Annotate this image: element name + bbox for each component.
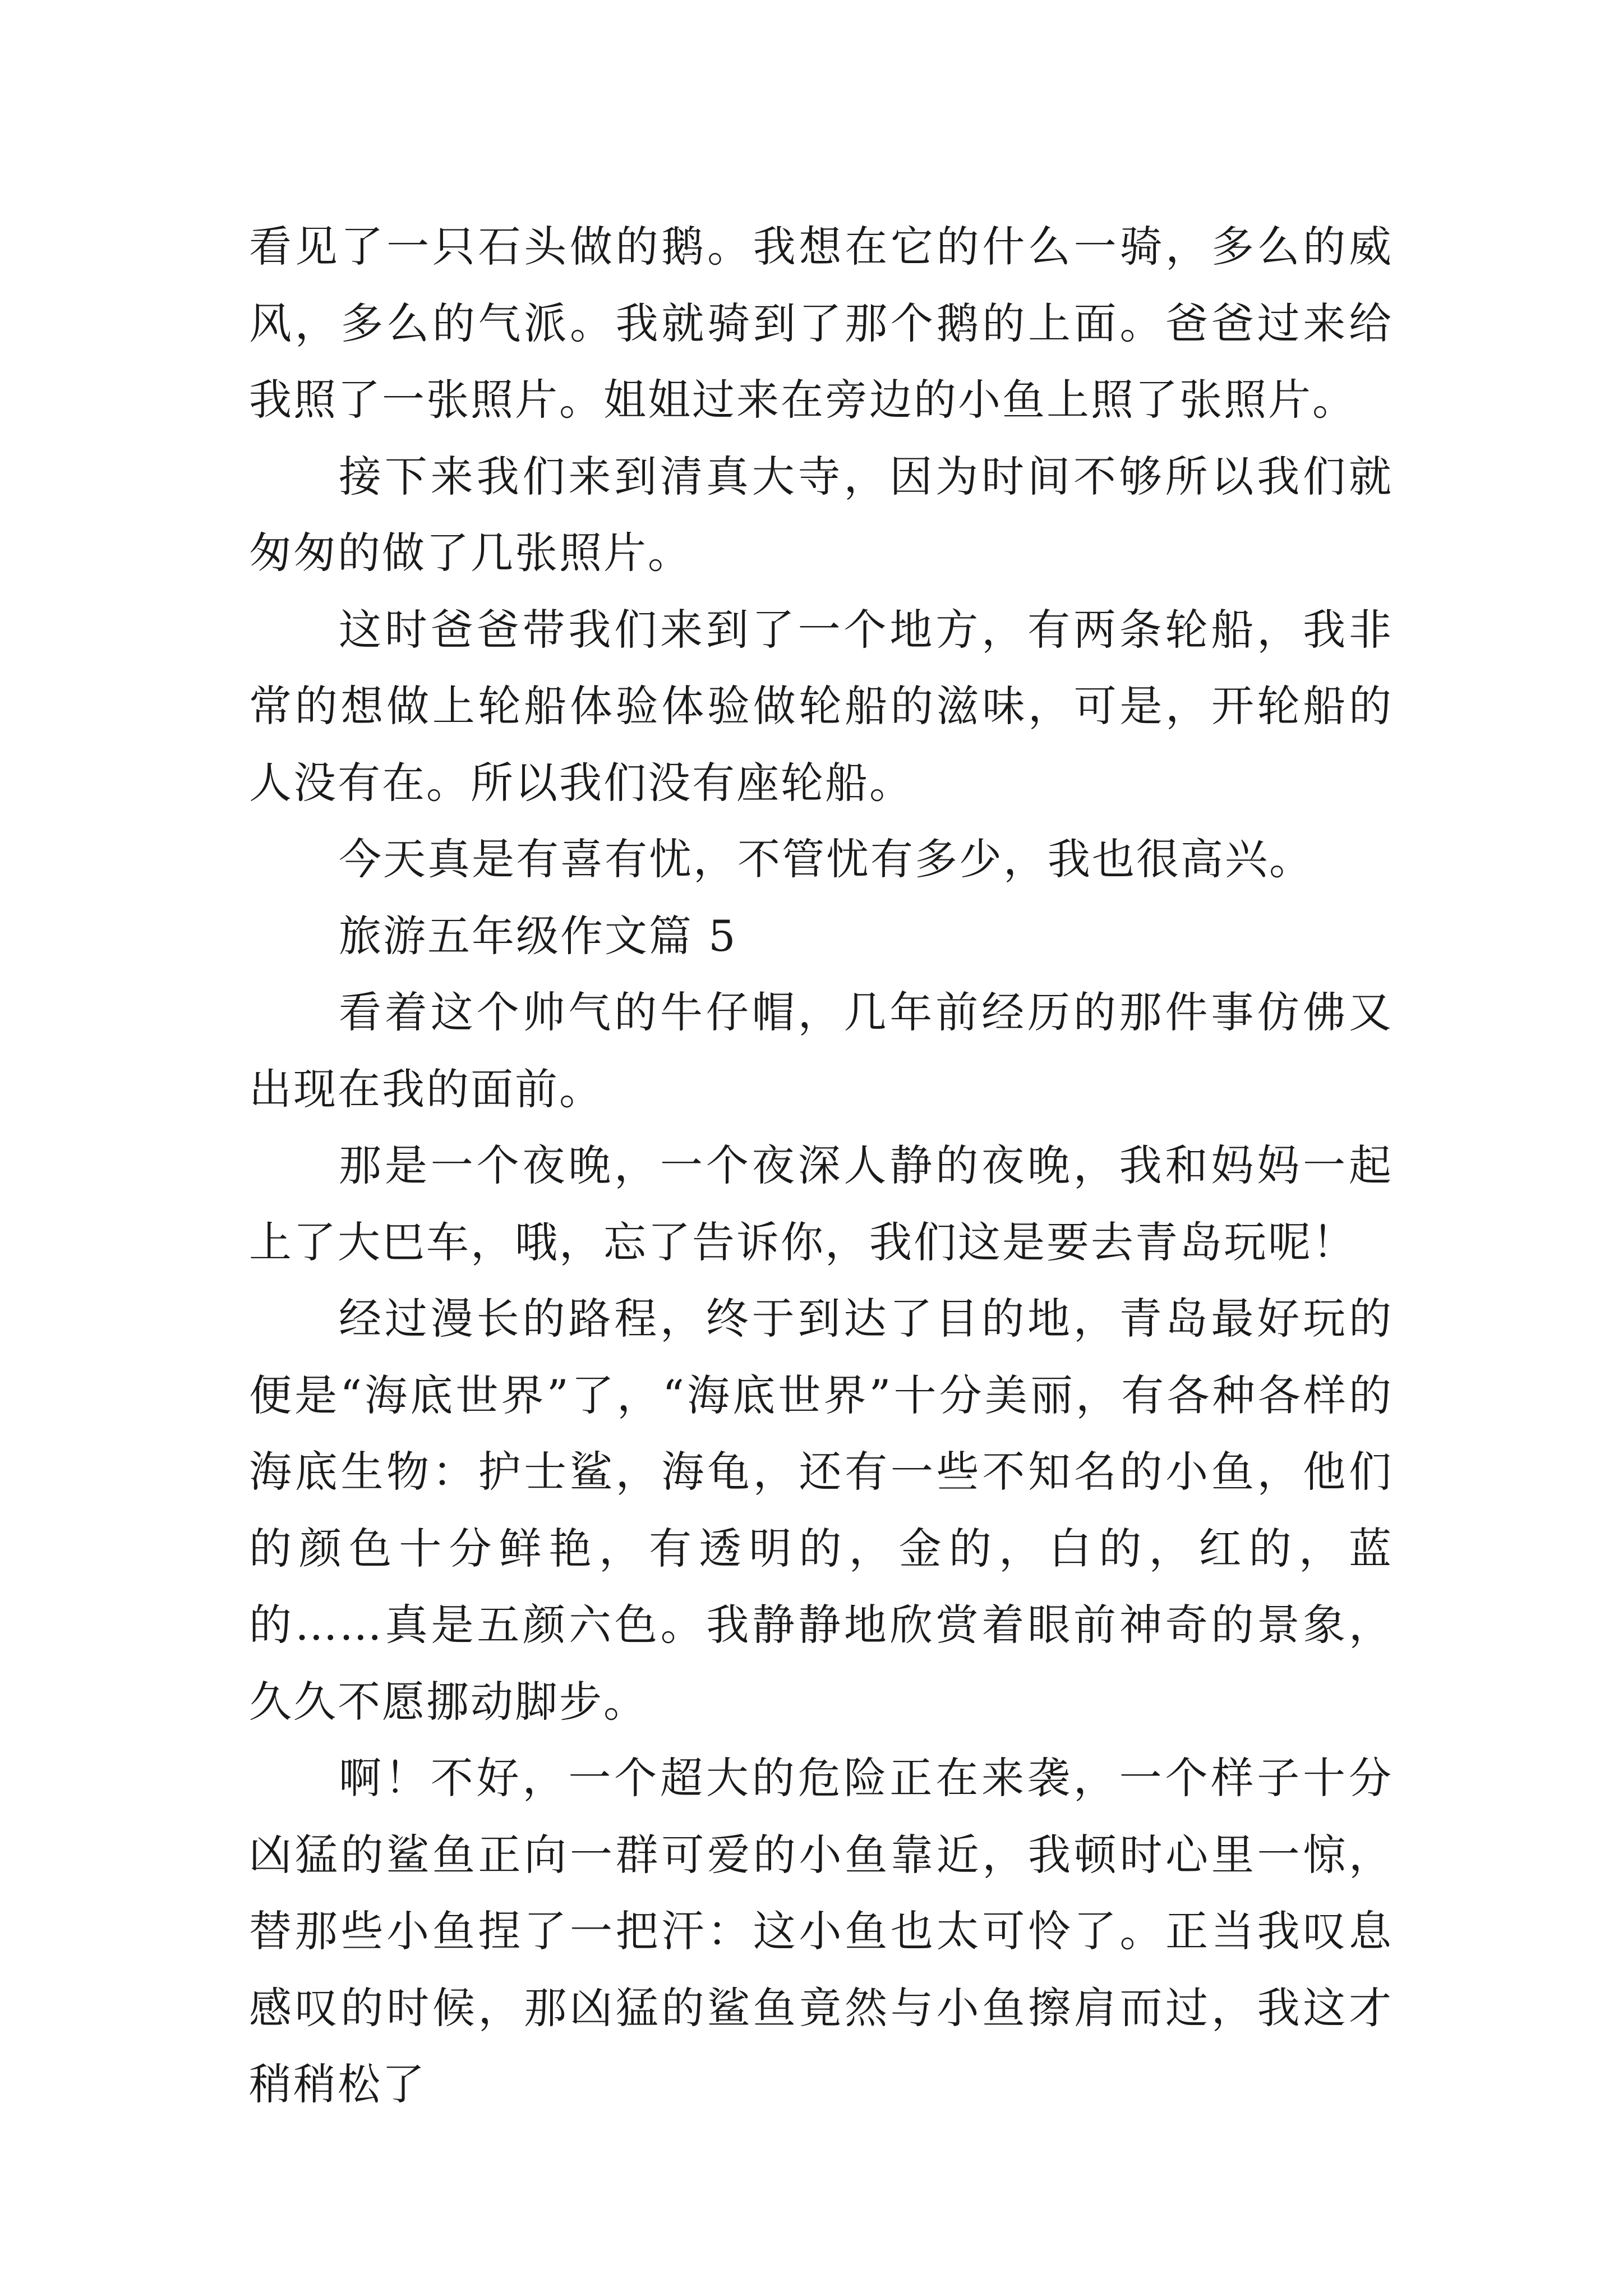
- paragraph: 看着这个帅气的牛仔帽，几年前经历的那件事仿佛又出现在我的面前。: [249, 987, 1393, 1114]
- paragraph: 接下来我们来到清真大寺，因为时间不够所以我们就匆匆的做了几张照片。: [249, 451, 1393, 578]
- paragraph: 那是一个夜晚，一个夜深人静的夜晚，我和妈妈一起上了大巴车，哦，忘了告诉你，我们这是要去青岛玩呢！: [249, 1140, 1393, 1267]
- paragraph: 看见了一只石头做的鹅。我想在它的什么一骑，多么的威风，多么的气派。我就骑到了那个鹅的上面。爸爸过来给我照了一张照片。姐姐过来在旁边的小鱼上照了张照片。: [249, 222, 1393, 425]
- section-heading: 旅游五年级作文篇 5: [339, 910, 737, 961]
- essay-body: [249, 209, 1393, 2123]
- paragraph: 这时爸爸带我们来到了一个地方，有两条轮船，我非常的想做上轮船体验体验做轮船的滋味，可是，开轮船的人没有在。所以我们没有座轮船。: [249, 604, 1393, 808]
- paragraph: 今天真是有喜有忧，不管忧有多少，我也很高兴。: [339, 834, 1313, 884]
- paragraph: 啊！不好，一个超大的危险正在来袭，一个样子十分凶猛的鲨鱼正向一群可爱的小鱼靠近，我顿时心里一惊，替那些小鱼捏了一把汗：这小鱼也太可怜了。正当我叹息感叹的时候，那凶猛的鲨鱼竟然与小鱼擦肩而过，我这才稍稍松了: [249, 1753, 1393, 2109]
- paragraph: 经过漫长的路程，终于到达了目的地，青岛最好玩的便是“海底世界”了，“海底世界”十分美丽，有各种各样的海底生物：护士鲨，海龟，还有一些不知名的小鱼，他们的颜色十分鲜艳，有透明的，金的，白的，红的，蓝的……真是五颜六色。我静静地欣赏着眼前神奇的景象，久久不愿挪动脚步。: [249, 1294, 1393, 1727]
